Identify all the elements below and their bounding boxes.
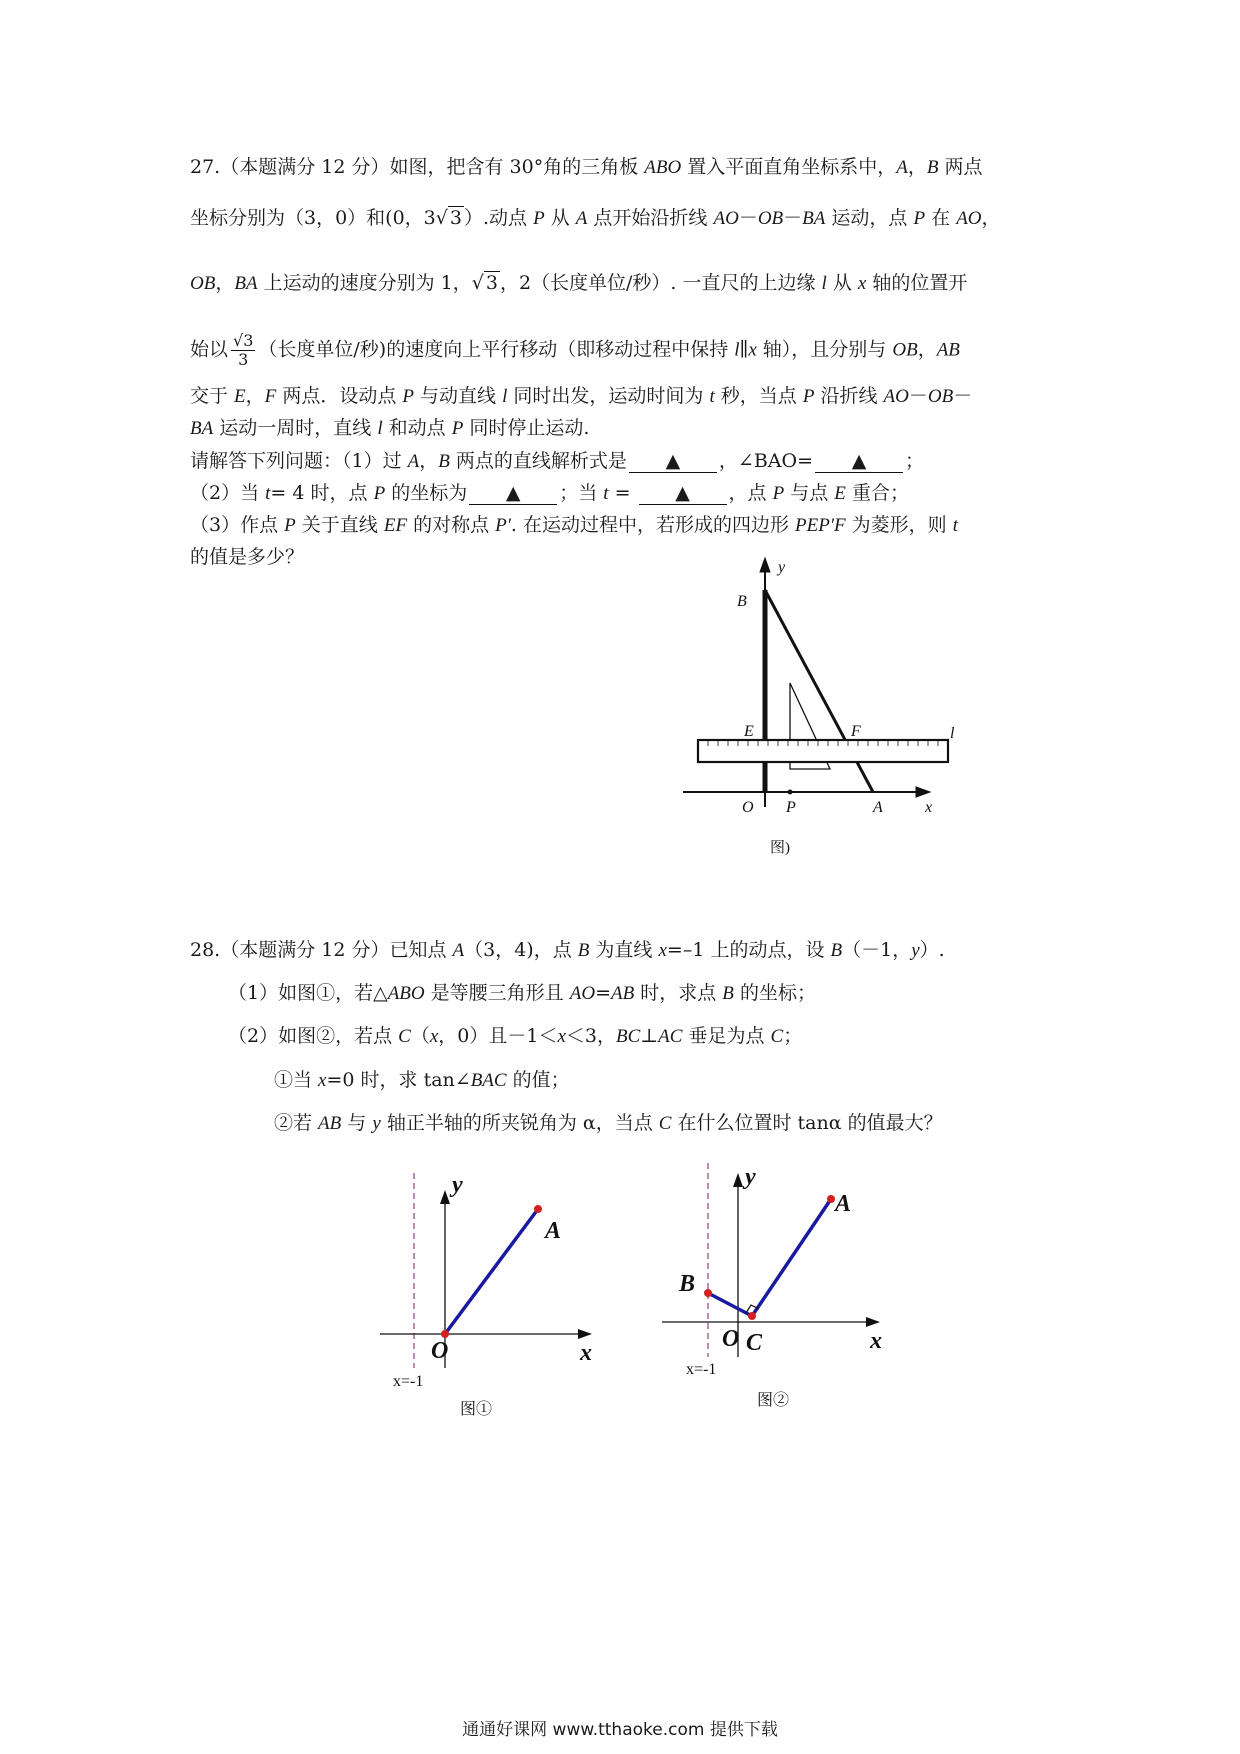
answer-blank[interactable]: ▲ [469,482,557,505]
fig1-label-line: x=-1 [393,1373,424,1390]
fig2-y-arrow [733,1173,743,1187]
fig1-x-arrow [578,1329,592,1339]
segment-CA [752,1199,831,1316]
q27-line-9: （3）作点 P 关于直线 EF 的对称点 P′. 在运动过程中，若形成的四边形 PEP′F 为菱形，则 t [190,514,959,536]
label-B: B [737,593,747,610]
point-P [788,790,793,795]
q27-line-4: 始以 $\frac{√3}{3}$ （长度单位/秒)的速度向上平行移动（即移动过程中保持 l∥x 轴），且分别与 OB，AB [190,331,960,369]
point-A [534,1205,542,1213]
triangle-side-BA [765,590,873,792]
q27-line-2: 坐标分别为（3，0）和(0，3√ 3 ）.动点 P 从 A 点开始沿折线 AO－OB－BA 运动，点 P 在 AO， [190,203,1001,234]
q27-line-6: BA 运动一周时，直线 l 和动点 P 同时停止运动. [190,417,590,439]
fig2-label-x: x [870,1328,882,1354]
fraction-sqrt3-over-3: $\frac{√3}{3}$ [233,331,254,369]
label-O: O [742,799,754,816]
fig1-y-arrow [440,1190,450,1204]
label-x: x [925,799,933,816]
answer-blank[interactable]: ▲ [639,482,727,505]
segment-BC [708,1293,752,1316]
fig2-label-B: B [679,1271,696,1297]
sqrt-3: √ 3 [471,272,498,294]
fig1-label-A: A [545,1218,562,1244]
point-A [827,1195,835,1203]
figure-caption: 图) [770,840,790,856]
ruler-ticks [708,740,938,746]
fig2-x-arrow [866,1317,880,1327]
y-axis-arrow [760,558,770,572]
fig1-label-y: y [452,1172,463,1198]
figure-2 [662,1163,882,1409]
q27-line-7: 请解答下列问题：（1）过 A，B 两点的直线解析式是 ▲ ，∠BAO= ▲ ； [190,450,925,472]
x-axis-arrow [916,787,930,797]
ruler [698,740,948,762]
fig2-caption: 图② [757,1392,790,1409]
inner-triangle [790,683,830,769]
q28-line-2: （1）如图①，若△ABO 是等腰三角形且 AO=AB 时，求点 B 的坐标； [228,982,816,1004]
fig2-label-O: O [722,1326,740,1352]
fig2-label-A: A [835,1191,852,1217]
point-B [704,1289,712,1297]
q28-line-4: ①当 x=0 时，求 tan∠BAC 的值； [274,1069,570,1091]
q28-line-3: （2）如图②，若点 C（x，0）且－1＜x＜3，BC⊥AC 垂足为点 C； [228,1025,803,1047]
q27-line-1: 27.（本题满分 12 分）如图，把含有 30°角的三角板 ABO 置入平面直角坐标系中，A，B 两点 [190,156,983,178]
fig2-label-line: x=-1 [686,1361,717,1378]
segment-OA [445,1209,538,1334]
label-F: F [851,723,861,740]
fig1-label-O: O [431,1338,449,1364]
point-O [441,1330,449,1338]
q27-line-8: （2）当 t= 4 时，点 P 的坐标为 ▲ ；当 t = ▲ ，点 P 与点 E 重合； [190,482,909,504]
label-l: l [950,725,955,742]
q27-line-5: 交于 E，F 两点．设动点 P 与动直线 l 同时出发，运动时间为 t 秒，当点 P 沿折线 AO－OB－ [190,385,973,407]
fig2-label-y: y [745,1164,756,1190]
fig2-label-C: C [746,1330,763,1356]
q28-line-1: 28.（本题满分 12 分）已知点 A（3，4)，点 B 为直线 x=–1 上的动点，设 B（－1，y）. [190,939,945,961]
page-footer: 通通好课网 www.tthaoke.com 提供下载 [462,1720,778,1740]
q28-line-5: ②若 AB 与 y 轴正半轴的所夹锐角为 α，当点 C 在什么位置时 tanα 的值最大？ [274,1112,943,1134]
answer-blank[interactable]: ▲ [815,450,903,473]
label-E: E [744,723,754,740]
fig1-caption: 图① [460,1401,493,1418]
label-A: A [873,799,883,816]
right-angle-mark [746,1305,759,1313]
sqrt-3: √ 3 [435,207,462,229]
label-P: P [786,799,796,816]
q27-line-3: OB，BA 上运动的速度分别为 1，√ 3 ，2（长度单位/秒）. 一直尺的上边缘 l 从 x 轴的位置开 [190,268,967,299]
figure-1 [380,1172,592,1418]
q27-line-10: 的值是多少？ [190,546,305,568]
point-C [748,1312,756,1320]
label-y: y [778,559,786,576]
fig1-label-x: x [580,1340,592,1366]
answer-blank[interactable]: ▲ [629,450,717,473]
